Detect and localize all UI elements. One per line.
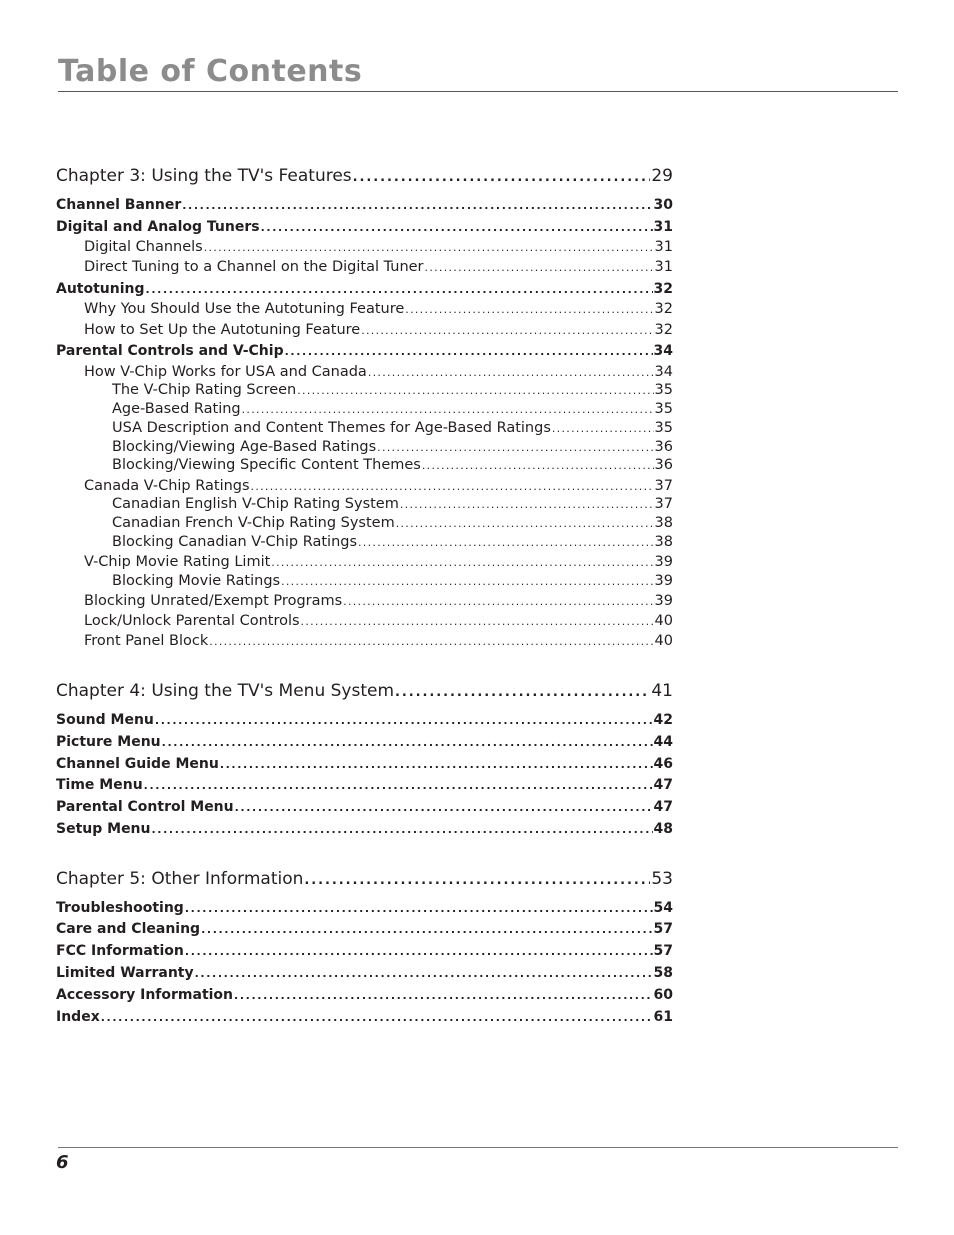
toc-entry[interactable]: [56, 776, 673, 795]
toc-chapter-5[interactable]: [56, 868, 673, 892]
toc-entry[interactable]: [56, 238, 673, 257]
dot-leader: [195, 964, 653, 983]
toc-entry-page: 40: [654, 633, 673, 649]
toc-entry[interactable]: [56, 196, 673, 215]
toc-chapter-label: Chapter 3: Using the TV's Features: [56, 166, 352, 186]
toc-entry-page: 39: [654, 554, 673, 570]
toc-entry[interactable]: [56, 820, 673, 839]
page-title: Table of Contents: [58, 54, 363, 89]
toc-entry-page: 37: [654, 478, 673, 494]
toc-entry[interactable]: [56, 258, 673, 277]
toc-chapter-page: 53: [651, 869, 673, 889]
toc-chapter-label: Chapter 5: Other Information: [56, 869, 304, 889]
toc-entry[interactable]: [56, 342, 673, 361]
toc-entry-label: Canada V-Chip Ratings: [84, 478, 250, 494]
toc-entry-label: Digital Channels: [84, 239, 203, 255]
dot-leader: [422, 456, 654, 475]
toc-entry[interactable]: [56, 572, 673, 591]
toc-entry-label: Autotuning: [56, 281, 145, 297]
toc-entry-page: 60: [653, 987, 673, 1003]
dot-leader: [361, 321, 653, 340]
toc-entry-label: Channel Banner: [56, 197, 182, 213]
toc-entry-label: Time Menu: [56, 777, 143, 793]
toc-entry[interactable]: [56, 798, 673, 817]
toc-entry-label: Setup Menu: [56, 821, 151, 837]
toc-entry-label: Limited Warranty: [56, 965, 194, 981]
toc-entry[interactable]: [56, 964, 673, 983]
toc-entry-label: Lock/Unlock Parental Controls: [84, 613, 300, 629]
dot-leader: [182, 196, 652, 215]
toc-entry[interactable]: [56, 456, 673, 475]
toc-entry-page: 40: [654, 613, 673, 629]
toc-entry-page: 54: [653, 900, 673, 916]
dot-leader: [242, 400, 654, 419]
toc-entry[interactable]: [56, 986, 673, 1005]
dot-leader: [353, 165, 651, 189]
toc-entry[interactable]: [56, 592, 673, 611]
dot-leader: [204, 238, 654, 257]
toc-entry-label: Digital and Analog Tuners: [56, 219, 260, 235]
toc-entry-label: Canadian French V-Chip Rating System: [112, 515, 395, 531]
dot-leader: [377, 438, 653, 457]
dot-leader: [396, 514, 654, 533]
toc-entry[interactable]: [56, 920, 673, 939]
toc-entry-label: Blocking/Viewing Specific Content Themes: [112, 457, 421, 473]
dot-leader: [285, 342, 653, 361]
dot-leader: [301, 612, 654, 631]
toc-entry-page: 31: [653, 219, 673, 235]
toc-chapter-page: 29: [651, 166, 673, 186]
dot-leader: [185, 899, 653, 918]
toc-entry-page: 35: [654, 420, 673, 436]
page-number: 6: [56, 1152, 69, 1173]
toc-entry[interactable]: [56, 733, 673, 752]
dot-leader: [425, 258, 654, 277]
dot-leader: [552, 419, 654, 438]
toc-chapter-page: 41: [651, 681, 673, 701]
dot-leader: [400, 495, 654, 514]
toc-entry-label: Blocking Canadian V-Chip Ratings: [112, 534, 358, 550]
dot-leader: [368, 363, 654, 382]
toc-entry-page: 39: [654, 573, 673, 589]
toc-entry-label: Blocking Movie Ratings: [112, 573, 281, 589]
toc-entry-page: 38: [654, 534, 673, 550]
toc-chapter-3[interactable]: [56, 165, 673, 189]
dot-leader: [234, 986, 652, 1005]
toc-entry-page: 36: [654, 439, 673, 455]
toc-entry-page: 58: [653, 965, 673, 981]
toc-entry-label: Blocking Unrated/Exempt Programs: [84, 593, 343, 609]
toc-entry-label: Blocking/Viewing Age-Based Ratings: [112, 439, 377, 455]
dot-leader: [405, 300, 653, 319]
toc-entry-label: Channel Guide Menu: [56, 756, 219, 772]
toc-entry[interactable]: [56, 942, 673, 961]
toc-entry[interactable]: [56, 553, 673, 572]
toc-entry-label: Canadian English V-Chip Rating System: [112, 496, 399, 512]
dot-leader: [209, 632, 653, 651]
toc-entry-label: Index: [56, 1009, 100, 1025]
toc-entry-label: Age-Based Rating: [112, 401, 241, 417]
toc-entry-page: 38: [654, 515, 673, 531]
dot-leader: [395, 680, 650, 704]
toc-entry[interactable]: [56, 632, 673, 651]
toc-entry[interactable]: [56, 755, 673, 774]
toc-entry[interactable]: [56, 612, 673, 631]
toc-entry-page: 32: [653, 281, 673, 297]
toc-entry-page: 34: [654, 364, 673, 380]
toc-entry[interactable]: [56, 514, 673, 533]
toc-entry-label: Sound Menu: [56, 712, 154, 728]
toc-entry-label: USA Description and Content Themes for Age-Based Ratings: [112, 420, 551, 436]
toc-entry-page: 57: [653, 943, 673, 959]
toc-entry-label: Care and Cleaning: [56, 921, 201, 937]
toc-entry-page: 42: [653, 712, 673, 728]
toc-entry-page: 47: [653, 777, 673, 793]
toc-entry-page: 32: [654, 301, 673, 317]
toc-entry[interactable]: [56, 321, 673, 340]
toc-entry[interactable]: [56, 280, 673, 299]
toc-entry-page: 32: [654, 322, 673, 338]
toc-entry-page: 34: [653, 343, 673, 359]
dot-leader: [251, 477, 654, 496]
toc-entry-page: 30: [653, 197, 673, 213]
toc-entry-label: How to Set Up the Autotuning Feature: [84, 322, 361, 338]
dot-leader: [343, 592, 653, 611]
toc-entry[interactable]: [56, 363, 673, 382]
dot-leader: [358, 533, 654, 552]
toc-entry-page: 39: [654, 593, 673, 609]
dot-leader: [144, 776, 653, 795]
toc-entry-page: 61: [653, 1009, 673, 1025]
toc-entry-page: 31: [654, 259, 673, 275]
toc-entry-page: 44: [653, 734, 673, 750]
toc-chapter-4[interactable]: [56, 680, 673, 704]
dot-leader: [271, 553, 653, 572]
toc-entry-label: Parental Control Menu: [56, 799, 234, 815]
toc-entry-page: 35: [654, 382, 673, 398]
toc-entry[interactable]: [56, 300, 673, 319]
toc-entry-page: 48: [653, 821, 673, 837]
toc-entry-label: How V-Chip Works for USA and Canada: [84, 364, 367, 380]
toc-entry-label: The V-Chip Rating Screen: [112, 382, 297, 398]
toc-entry-page: 46: [653, 756, 673, 772]
toc-entry-label: Picture Menu: [56, 734, 161, 750]
title-divider: [58, 91, 898, 92]
dot-leader: [152, 820, 653, 839]
dot-leader: [101, 1008, 653, 1027]
toc-entry-label: Parental Controls and V-Chip: [56, 343, 284, 359]
dot-leader: [281, 572, 653, 591]
toc-entry[interactable]: [56, 400, 673, 419]
toc-entry[interactable]: [56, 899, 673, 918]
toc-entry[interactable]: [56, 495, 673, 514]
toc-entry[interactable]: [56, 711, 673, 730]
toc-entry-label: Direct Tuning to a Channel on the Digital Tuner: [84, 259, 424, 275]
toc-entry-label: Why You Should Use the Autotuning Feature: [84, 301, 405, 317]
toc-entry-label: Accessory Information: [56, 987, 234, 1003]
toc-entry[interactable]: [56, 438, 673, 457]
toc-entry[interactable]: [56, 381, 673, 400]
toc-entry-page: 35: [654, 401, 673, 417]
toc-chapter-label: Chapter 4: Using the TV's Menu System: [56, 681, 395, 701]
toc-entry[interactable]: [56, 533, 673, 552]
toc-entry-page: 31: [654, 239, 673, 255]
dot-leader: [185, 942, 653, 961]
dot-leader: [304, 868, 650, 892]
toc-entry[interactable]: [56, 1008, 673, 1027]
dot-leader: [162, 733, 653, 752]
toc-entry-page: 47: [653, 799, 673, 815]
footer-divider: [58, 1147, 898, 1148]
dot-leader: [201, 920, 652, 939]
dot-leader: [220, 755, 653, 774]
toc-entry-page: 57: [653, 921, 673, 937]
dot-leader: [297, 381, 653, 400]
dot-leader: [155, 711, 653, 730]
dot-leader: [146, 280, 653, 299]
dot-leader: [261, 218, 653, 237]
toc-entry[interactable]: [56, 419, 673, 438]
toc-entry-page: 37: [654, 496, 673, 512]
dot-leader: [235, 798, 653, 817]
toc-entry-label: V-Chip Movie Rating Limit: [84, 554, 271, 570]
toc-entry-page: 36: [654, 457, 673, 473]
toc-entry[interactable]: [56, 477, 673, 496]
toc-entry[interactable]: [56, 218, 673, 237]
toc-entry-label: Front Panel Block: [84, 633, 209, 649]
toc-entry-label: Troubleshooting: [56, 900, 184, 916]
toc-entry-label: FCC Information: [56, 943, 184, 959]
